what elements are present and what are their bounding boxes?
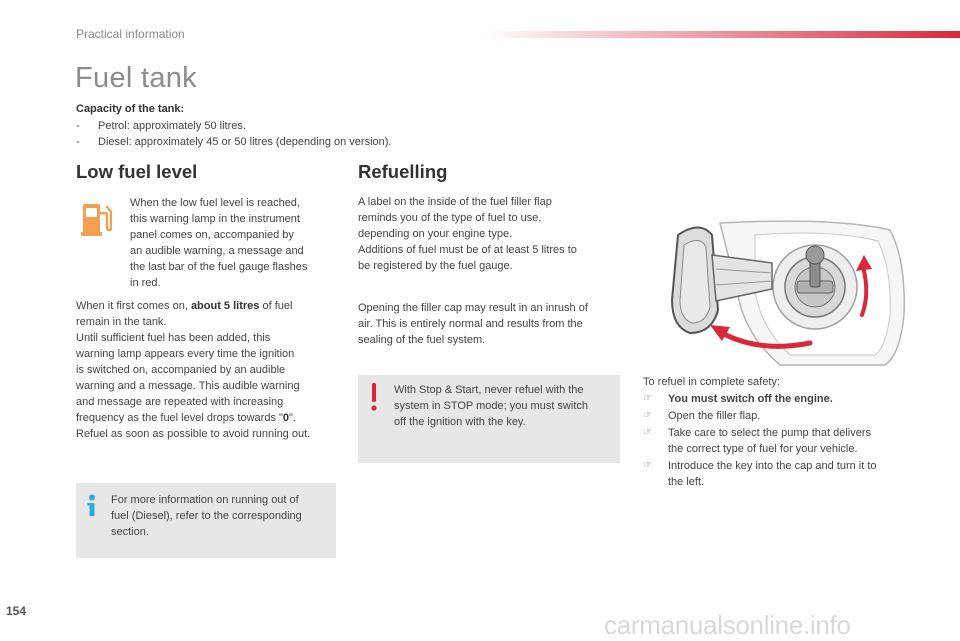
text-line: the last bar of the fuel gauge flashes (130, 261, 308, 273)
page-title: Fuel tank (75, 62, 197, 94)
capacity-text: Diesel: approximately 45 or 50 litres (depending on version). (98, 136, 392, 148)
text-segment: of fuel (259, 300, 293, 312)
emphasis: about 5 litres (190, 300, 260, 312)
text-line: reminds you of the type of fuel to use, (358, 212, 542, 224)
capacity-dash: - (76, 120, 80, 132)
text-line (76, 410, 346, 426)
info-note-text (111, 492, 331, 540)
text-line: sealing of the fuel system. (358, 334, 486, 346)
safety-step (643, 425, 928, 457)
hand-pointer-icon: ☞ (643, 460, 652, 471)
text-line: When the low fuel level is reached, (130, 197, 300, 209)
text-line: Introduce the key into the cap and turn it to (668, 460, 877, 472)
text-line: is switched on, accompanied by an audible (76, 364, 286, 376)
emphasis: 0 (282, 412, 290, 424)
text-line: this warning lamp in the instrument (130, 213, 300, 225)
text-line: off the ignition with the key. (394, 416, 526, 428)
text-line: in red. (130, 277, 161, 289)
step-text: Open the filler flap. (668, 410, 761, 422)
hand-pointer-icon: ☞ (643, 393, 652, 404)
hand-pointer-icon: ☞ (643, 410, 652, 421)
text-segment: frequency as the fuel level drops towards " (76, 412, 283, 424)
text-line: the correct type of fuel for your vehicle. (668, 443, 858, 455)
text-line: fuel (Diesel), refer to the corresponding (111, 510, 302, 522)
safety-intro: To refuel in complete safety: (643, 376, 780, 388)
step-text: You must switch off the engine. (668, 393, 833, 405)
lamp-description (130, 195, 340, 291)
warning-note-text (394, 382, 616, 430)
info-icon (85, 494, 99, 518)
text-line (76, 298, 346, 314)
capacity-item (76, 120, 246, 132)
text-line: air. This is entirely normal and results from the (358, 318, 583, 330)
capacity-dash: - (76, 136, 80, 148)
filler-cap-text (358, 300, 623, 348)
text-line: Until sufficient fuel has been added, this (76, 332, 271, 344)
low-fuel-heading: Low fuel level (76, 161, 198, 182)
hand-pointer-icon: ☞ (643, 427, 652, 438)
section-header: Practical information (76, 27, 185, 41)
text-line: Refuel as soon as possible to avoid running out. (76, 428, 311, 440)
text-line: an audible warning, a message and (130, 245, 304, 257)
text-line: With Stop & Start, never refuel with the (394, 384, 584, 396)
text-line: and message are repeated with increasing (76, 396, 284, 408)
step-text (668, 458, 877, 490)
fuel-pump-icon (80, 201, 112, 237)
safety-step (643, 408, 928, 424)
watermark: carmanualsonline.info (604, 610, 851, 640)
capacity-text: Petrol: approximately 50 litres. (98, 120, 246, 132)
text-line: be registered by the fuel gauge. (358, 260, 513, 272)
text-line: Take care to select the pump that delivers (668, 427, 871, 439)
safety-step (643, 391, 928, 407)
text-segment: When it first comes on, (76, 300, 191, 312)
text-line: Opening the filler cap may result in an inrush of (358, 302, 588, 314)
text-line: warning and a message. This audible warning (76, 380, 300, 392)
low-fuel-body (76, 298, 346, 442)
page-number: 154 (6, 604, 27, 618)
capacity-heading: Capacity of the tank: (76, 103, 185, 115)
text-line: For more information on running out of (111, 494, 299, 506)
header-accent-bar (480, 31, 960, 38)
text-line: section. (111, 526, 149, 538)
fuel-filler-illustration (660, 215, 910, 370)
text-line: Additions of fuel must be of at least 5 litres to (358, 244, 577, 256)
text-line: A label on the inside of the fuel filler flap (358, 196, 552, 208)
capacity-item (76, 136, 392, 148)
text-segment: ". (289, 412, 296, 424)
filler-flap-label-text (358, 194, 623, 274)
step-text (668, 425, 871, 457)
refuelling-heading: Refuelling (358, 161, 448, 182)
text-line: system in STOP mode; you must switch (394, 400, 588, 412)
text-line: panel comes on, accompanied by (130, 229, 294, 241)
text-line: depending on your engine type. (358, 228, 513, 240)
text-line: remain in the tank. (76, 316, 167, 328)
safety-step (643, 458, 928, 490)
warning-icon (369, 382, 379, 412)
text-line: the left. (668, 476, 705, 488)
text-line: warning lamp appears every time the ignition (76, 348, 295, 360)
